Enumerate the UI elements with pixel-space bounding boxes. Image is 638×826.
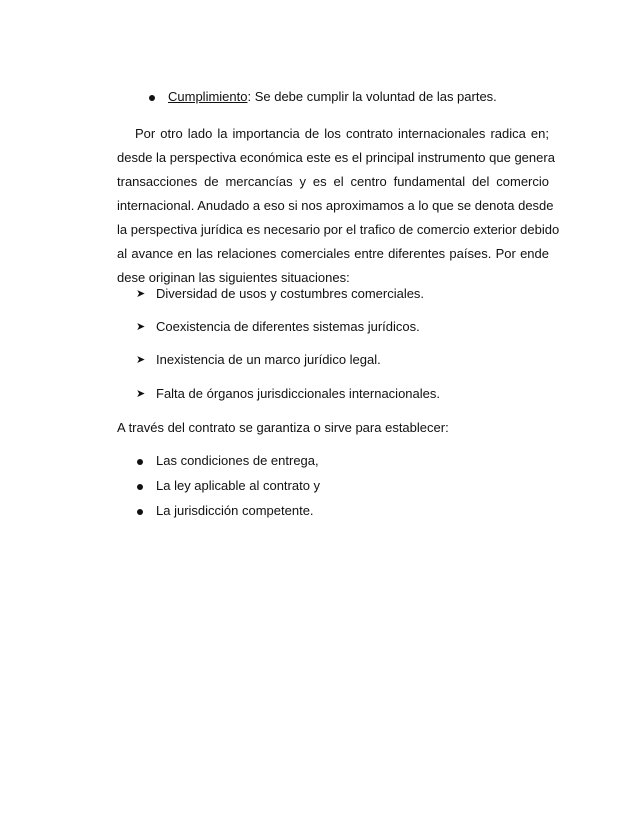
contract-item: Las condiciones de entrega, [156,453,319,468]
situation-item: Diversidad de usos y costumbres comerciales. [156,286,425,301]
importance-paragraph [117,122,560,290]
contract-item: La ley aplicable al contrato y [156,478,321,493]
situation-item: Coexistencia de diferentes sistemas jurídicos. [156,319,420,334]
contract-item: La jurisdicción competente. [156,503,314,518]
situation-item: Inexistencia de un marco jurídico legal. [156,352,381,367]
paragraph-line: desde la perspectiva económica este es el principal instrumento que genera [117,150,555,165]
paragraph-line: Por otro lado la importancia de los contrato internacionales radica en; [135,126,549,141]
situation-item: Falta de órganos jurisdiccionales internacionales. [156,386,440,401]
paragraph-line: la perspectiva jurídica es necesario por el trafico de comercio exterior debido [117,222,560,237]
arrow-bullet-icon: ➤ [136,354,146,366]
top-bullet-item [168,89,497,105]
bullet-icon [137,484,143,490]
paragraph-line: dese originan las siguientes situaciones: [117,270,350,285]
arrow-bullet-icon: ➤ [136,388,146,400]
bullet-icon [149,95,155,101]
paragraph-line: internacional. Anudado a eso si nos aproximamos a lo que se denota desde [117,198,554,213]
cumplimiento-text: : Se debe cumplir la voluntad de las partes. [247,89,497,104]
arrow-bullet-icon: ➤ [136,321,146,333]
bullet-icon [137,459,143,465]
paragraph-line: al avance en las relaciones comerciales entre diferentes países. Por ende [117,246,549,261]
paragraph-line: transacciones de mercancías y es el centro fundamental del comercio [117,174,549,189]
arrow-bullet-icon: ➤ [136,288,146,300]
cumplimiento-term: Cumplimiento [168,89,248,104]
contract-intro: A través del contrato se garantiza o sirve para establecer: [117,420,449,435]
bullet-icon [137,509,143,515]
